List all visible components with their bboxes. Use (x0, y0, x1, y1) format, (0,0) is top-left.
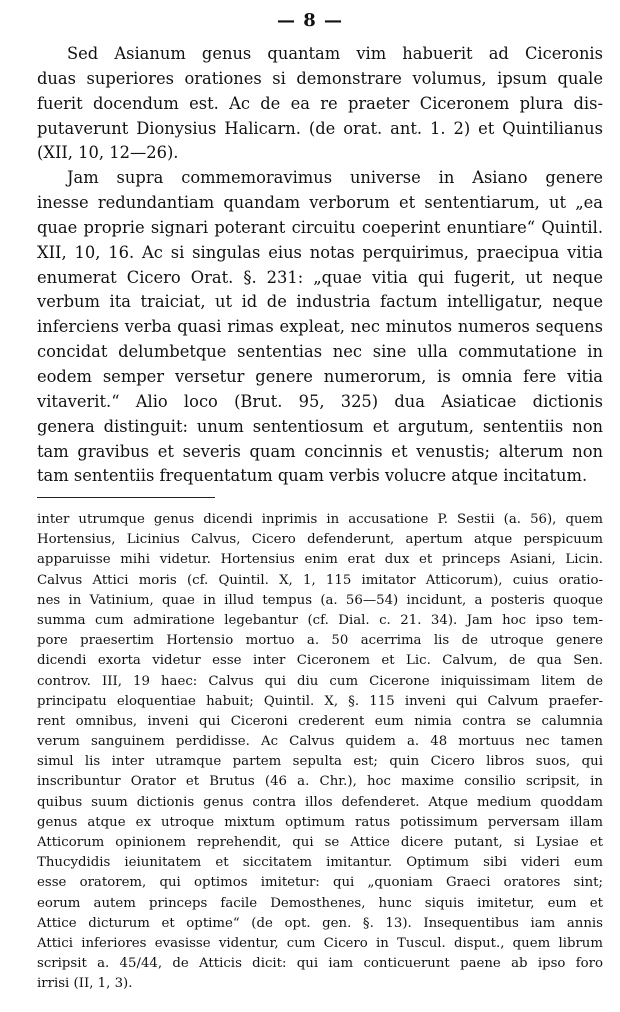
main-line: tam sententiis frequentatum quam verbis volucre atque incitatum. (37, 466, 588, 486)
footnote-line: dicendi exorta videtur esse inter Ciceronem et Lic. Calvum, de qua Sen. (37, 653, 603, 669)
main-line: (XII, 10, 12—26). (37, 143, 179, 163)
footnote-line: verum sanguinem perdidisse. Ac Calvus quidem a. 48 mortuus nec tamen (37, 734, 603, 750)
main-line: XII, 10, 16. Ac si singulas eius notas perquirimus, praecipua vitia (37, 242, 603, 262)
footnote-line: Atticorum opinionem reprehendit, qui se Attice dicere putant, si Lysiae et (37, 835, 603, 850)
main-line: vitaverit.“ Alio loco (Brut. 95, 325) dua Asiaticae dictionis (37, 391, 603, 411)
main-line: putaverunt Dionysius Halicarn. (de orat. ant. 1. 2) et Quintilianus (37, 118, 603, 138)
main-line: duas superiores orationes si demonstrare volumus, ipsum quale (37, 68, 603, 88)
footnote-line: genus atque ex utroque mixtum optimum ratus potissimum perversam illam (37, 814, 603, 830)
footnote-line: rent omnibus, inveni qui Ciceroni crederent eum nimia contra se calumnia (37, 713, 603, 729)
footnote-line: esse oratorem, qui optimos imitetur: qui „quoniam Graeci oratores sint; (37, 875, 603, 891)
footnote-line: irrisi (II, 1, 3). (37, 976, 133, 992)
main-line: tam gravibus et severis quam concinnis et venustis; alterum non (37, 441, 603, 461)
footnote-line: inter utrumque genus dicendi inprimis in accusatione P. Sestii (a. 56), quem (37, 512, 603, 527)
main-text (37, 42, 603, 489)
main-line: fuerit docendum est. Ac de ea re praeter Ciceronem plura dis- (37, 93, 603, 113)
footnote-line: inscribuntur Orator et Brutus (46 a. Chr.), hoc maxime consilio scripsit, in (37, 774, 603, 790)
main-line: quae proprie signari poterant circuitu coeperint enuntiare“ Quintil. (37, 217, 603, 237)
main-line: enumerat Cicero Orat. §. 231: „quae vitia qui fugerit, ut neque (37, 267, 603, 287)
footnote-line: summa cum admiratione legebantur (cf. Dial. c. 21. 34). Jam hoc ipso tem- (37, 612, 603, 628)
main-line: genera distinguit: unum sententiosum et argutum, sententiis non (37, 416, 603, 436)
page-number: — 8 — (276, 10, 344, 31)
footnote-line: simul lis inter utramque partem sepulta est; quin Cicero libros suos, qui (37, 754, 603, 770)
footnote-line: nes in Vatinium, quae in illud tempus (a. 56—54) incidunt, a posteris quoque (37, 592, 603, 608)
footnote-line: Hortensius, Licinius Calvus, Cicero defenderunt, apertum atque perspicuum (37, 532, 603, 548)
footnote-line: Attici inferiores evasisse videntur, cum Cicero in Tuscul. disput., quem librum (37, 935, 603, 951)
footnote-line: eorum autem princeps facile Demosthenes, hunc siquis imitetur, eum et (37, 895, 603, 911)
main-line: Jam supra commemoravimus universe in Asiano genere (67, 168, 603, 188)
footnote-line: quibus suum dictionis genus contra illos defenderet. Atque medium quoddam (37, 794, 603, 810)
footnote-line: controv. III, 19 haec: Calvus qui diu cum Cicerone iniquissimam litem de (37, 673, 603, 689)
footnote-line: Attice dicturum et optime“ (de opt. gen. §. 13). Insequentibus iam annis (37, 915, 603, 931)
footnote-line: apparuisse mihi videtur. Hortensius enim erat dux et princeps Asiani, Licin. (37, 552, 603, 568)
main-line: inferciens verba quasi rimas expleat, nec minutos numeros sequens (37, 317, 603, 337)
footnote-line: Calvus Attici moris (cf. Quintil. X, 1, 115 imitator Atticorum), cuius oratio- (37, 572, 603, 588)
footnote-line: pore praesertim Hortensio mortuo a. 50 acerrima lis de utroque genere (37, 633, 603, 649)
footnote-line: Thucydidis ieiunitatem et siccitatem imitantur. Optimum sibi videri eum (37, 855, 603, 871)
main-line: Sed Asianum genus quantam vim habuerit ad Ciceronis (67, 44, 603, 63)
footnote-line: scripsit a. 45/44, de Atticis dicit: qui iam conticuerunt paene ab ipso foro (37, 956, 603, 972)
footnote-text (37, 510, 603, 995)
main-line: verbum ita traiciat, ut id de industria factum intelligatur, neque (37, 292, 603, 312)
main-line: eodem semper versetur genere numerorum, is omnia fere vitia (37, 366, 603, 386)
main-line: concidat delumbetque sententias nec sine ulla commutatione in (37, 342, 603, 362)
footnote-line: principatu eloquentiae habuit; Quintil. X, §. 115 inveni qui Calvum praefer- (37, 693, 603, 709)
main-line: inesse redundantiam quandam verborum et sententiarum, ut „ea (37, 193, 603, 213)
footnote-divider (37, 497, 215, 498)
